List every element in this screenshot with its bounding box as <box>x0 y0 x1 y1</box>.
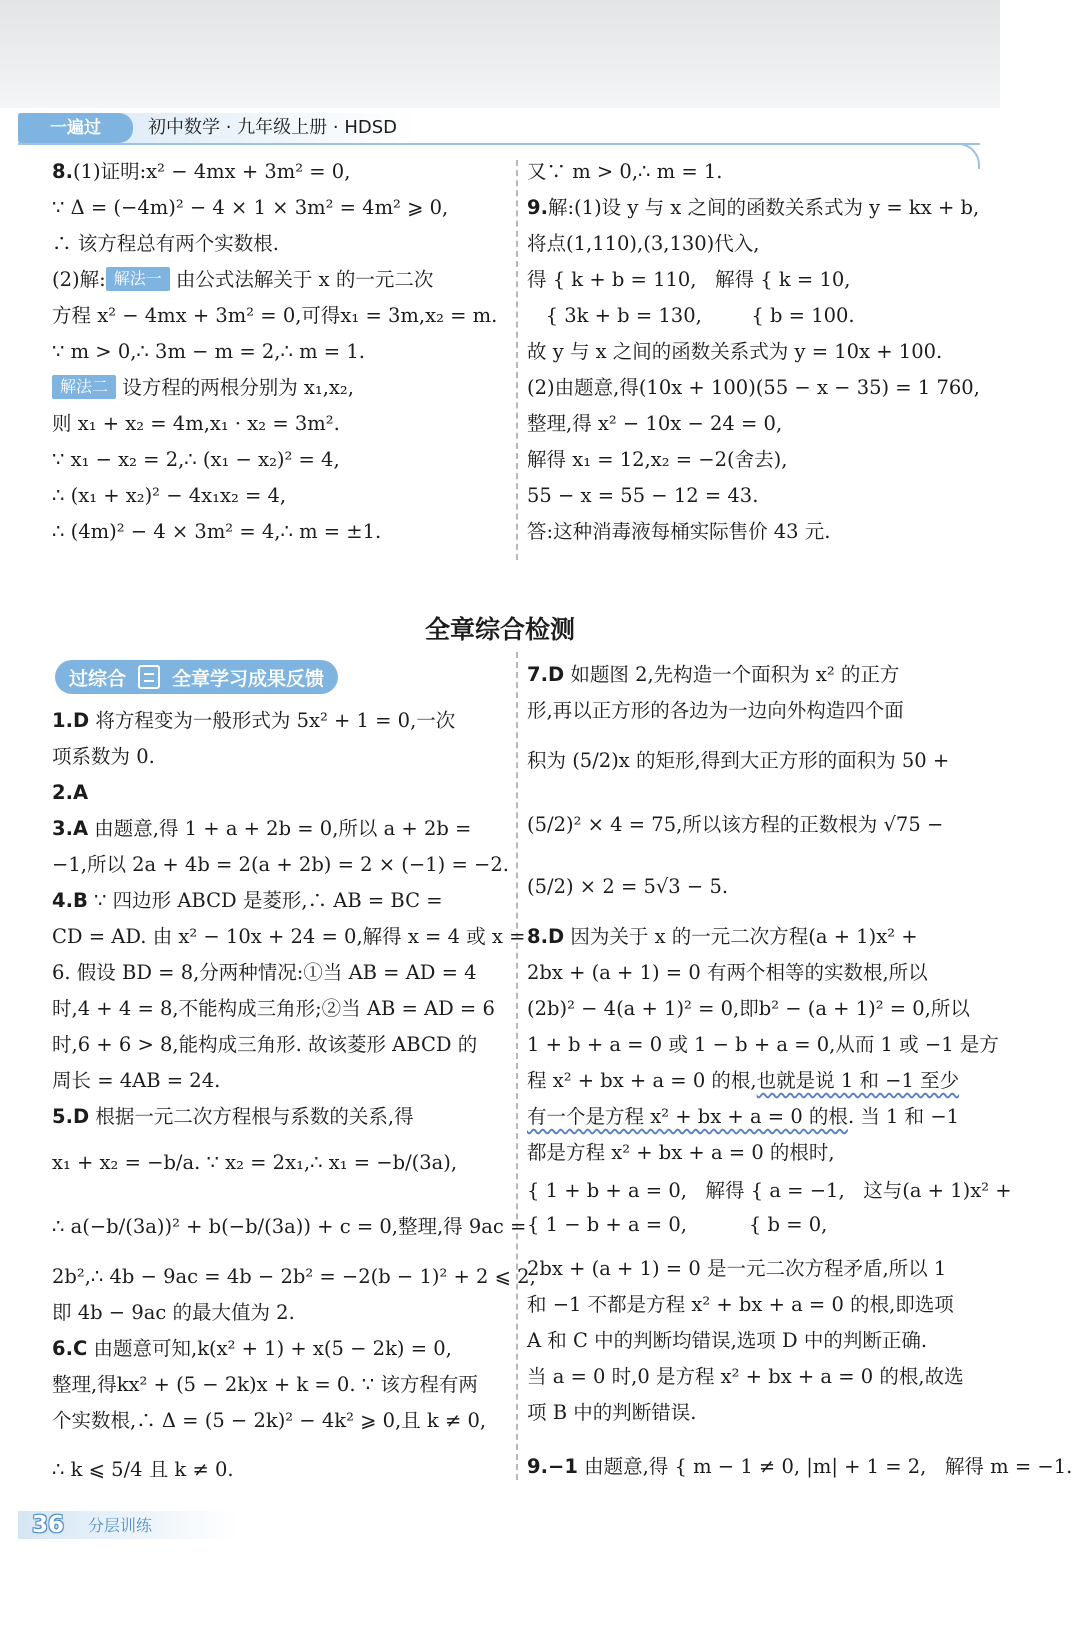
text-line: 项 B 中的判断错误. <box>527 1401 697 1424</box>
text-line: 1 + b + a = 0 或 1 − b + a = 0,从而 1 或 −1 是方 <box>527 1033 999 1056</box>
text-line: 又∵ m > 0,∴ m = 1. <box>527 160 723 183</box>
text-line: 6.C 由题意可知,k(x² + 1) + x(5 − 2k) = 0, <box>52 1337 452 1360</box>
text-line: (2b)² − 4(a + 1)² = 0,即b² − (a + 1)² = 0,所以 <box>527 997 970 1020</box>
text-line: 有一个是方程 x² + bx + a = 0 的根. 当 1 和 −1 <box>527 1105 960 1128</box>
text-line: ∴ (4m)² − 4 × 3m² = 4,∴ m = ±1. <box>52 520 382 543</box>
text-line: ∴ a(−b/(3a))² + b(−b/(3a)) + c = 0,整理,得 9ac = <box>52 1215 527 1238</box>
text-line: (5/2) × 2 = 5√3 − 5. <box>527 875 729 898</box>
text-line: 项系数为 0. <box>52 745 155 768</box>
text-line: x₁ + x₂ = −b/a. ∵ x₂ = 2x₁,∴ x₁ = −b/(3a), <box>52 1151 458 1174</box>
text-line: 则 x₁ + x₂ = 4m,x₁ · x₂ = 3m². <box>52 412 340 435</box>
text-line: (2)由题意,得(10x + 100)(55 − x − 35) = 1 760, <box>527 376 980 399</box>
text-line: { 1 − b + a = 0, { b = 0, <box>527 1213 828 1236</box>
text-line: 即 4b − 9ac 的最大值为 2. <box>52 1301 295 1324</box>
section-pill <box>55 660 338 694</box>
page-number: 36 <box>32 1512 65 1538</box>
text-line: ∵ x₁ − x₂ = 2,∴ (x₁ − x₂)² = 4, <box>52 448 340 471</box>
text-line: 将点(1,110),(3,130)代入, <box>527 232 760 255</box>
text-line: 4.B ∵ 四边形 ABCD 是菱形,∴ AB = BC = <box>52 889 443 912</box>
text-line: 时,4 + 4 = 8,不能构成三角形;②当 AB = AD = 6 <box>52 997 495 1020</box>
text-line: 解法二 设方程的两根分别为 x₁,x₂, <box>52 373 354 403</box>
text-line: ∴ (x₁ + x₂)² − 4x₁x₂ = 4, <box>52 484 287 507</box>
text-line: ∵ Δ = (−4m)² − 4 × 1 × 3m² = 4m² ⩾ 0, <box>52 196 449 219</box>
text-line: ∵ m > 0,∴ 3m − m = 2,∴ m = 1. <box>52 340 365 363</box>
text-line: A 和 C 中的判断均错误,选项 D 中的判断正确. <box>527 1329 928 1352</box>
text-line: 整理,得kx² + (5 − 2k)x + k = 0. ∵ 该方程有两 <box>52 1373 478 1396</box>
text-line: 8.D 因为关于 x 的一元二次方程(a + 1)x² + <box>527 925 918 948</box>
text-line: 2b²,∴ 4b − 9ac = 4b − 2b² = −2(b − 1)² + 2 ⩽ 2, <box>52 1265 536 1288</box>
header-band <box>0 0 1000 108</box>
footer-section-name: 分层训练 <box>88 1516 153 1535</box>
text-line: 得 { k + b = 110, 解得 { k = 10, <box>527 268 851 291</box>
text-line: 2bx + (a + 1) = 0 是一元二次方程矛盾,所以 1 <box>527 1257 947 1280</box>
text-line: ∴ k ⩽ 5/4 且 k ≠ 0. <box>52 1458 234 1481</box>
text-line: { 1 + b + a = 0, 解得 { a = −1, 这与(a + 1)x² + <box>527 1179 1012 1202</box>
book-title: 初中数学 · 九年级上册 · HDSD <box>148 117 398 138</box>
text-line: (2)解: 解法一 由公式法解关于 x 的一元二次 <box>52 268 434 291</box>
section-heading: 全章综合检测 <box>424 615 575 644</box>
method-badge: 解法二 <box>52 375 116 399</box>
header-rule <box>18 143 980 145</box>
text-line: 形,再以正方形的各边为一边向外构造四个面 <box>527 699 904 722</box>
text-line: 当 a = 0 时,0 是方程 x² + bx + a = 0 的根,故选 <box>527 1365 964 1388</box>
text-line: 解得 x₁ = 12,x₂ = −2(舍去), <box>527 448 788 471</box>
column-divider-top <box>516 160 518 560</box>
text-line: 积为 (5/2)x 的矩形,得到大正方形的面积为 50 + <box>527 749 950 772</box>
text-line: CD = AD. 由 x² − 10x + 24 = 0,解得 x = 4 或 x = <box>52 925 526 948</box>
text-line: 整理,得 x² − 10x − 24 = 0, <box>527 412 783 435</box>
text-line: 个实数根,∴ Δ = (5 − 2k)² − 4k² ⩾ 0,且 k ≠ 0, <box>52 1409 487 1432</box>
text-line: 时,6 + 6 > 8,能构成三角形. 故该菱形 ABCD 的 <box>52 1033 478 1056</box>
column-divider-bottom <box>516 652 518 1480</box>
text-line: 和 −1 不都是方程 x² + bx + a = 0 的根,即选项 <box>527 1293 954 1316</box>
text-line: 1.D 将方程变为一般形式为 5x² + 1 = 0,一次 <box>52 709 456 732</box>
list-icon <box>138 665 160 689</box>
book-logo: 一遍过 <box>18 113 133 143</box>
text-line: 55 − x = 55 − 12 = 43. <box>527 484 759 507</box>
text-line: 9.解:(1)设 y 与 x 之间的函数关系式为 y = kx + b, <box>527 196 980 219</box>
pill-right-label: 全章学习成果反馈 <box>172 667 325 690</box>
text-line: 9.−1 由题意,得 { m − 1 ≠ 0, |m| + 1 = 2, 解得 m = −1. <box>527 1455 1072 1478</box>
text-line: { 3k + b = 130, { b = 100. <box>527 304 855 327</box>
text-line: 2bx + (a + 1) = 0 有两个相等的实数根,所以 <box>527 961 928 984</box>
text-line: 2.A <box>52 781 89 804</box>
text-line: 答:这种消毒液每桶实际售价 43 元. <box>527 520 831 543</box>
text-line: 7.D 如题图 2,先构造一个面积为 x² 的正方 <box>527 663 900 686</box>
text-line: ∴ 该方程总有两个实数根. <box>52 232 279 255</box>
text-line: 5.D 根据一元二次方程根与系数的关系,得 <box>52 1105 414 1128</box>
text-line: 方程 x² − 4mx + 3m² = 0,可得x₁ = 3m,x₂ = m. <box>52 304 498 327</box>
text-line: 6. 假设 BD = 8,分两种情况:①当 AB = AD = 4 <box>52 961 477 984</box>
text-line: (5/2)² × 4 = 75,所以该方程的正数根为 √75 − <box>527 813 944 836</box>
method-badge: 解法一 <box>106 267 170 291</box>
text-line: 周长 = 4AB = 24. <box>52 1069 221 1092</box>
text-line: −1,所以 2a + 4b = 2(a + 2b) = 2 × (−1) = −2. <box>52 853 509 876</box>
header-rule-curve <box>900 143 980 169</box>
text-line: 8.(1)证明:x² − 4mx + 3m² = 0, <box>52 160 351 183</box>
text-line: 3.A 由题意,得 1 + a + 2b = 0,所以 a + 2b = <box>52 817 472 840</box>
text-line: 程 x² + bx + a = 0 的根,也就是说 1 和 −1 至少 <box>527 1069 960 1092</box>
pill-left-label: 过综合 <box>69 667 127 690</box>
text-line: 故 y 与 x 之间的函数关系式为 y = 10x + 100. <box>527 340 943 363</box>
text-line: 都是方程 x² + bx + a = 0 的根时, <box>527 1141 835 1164</box>
